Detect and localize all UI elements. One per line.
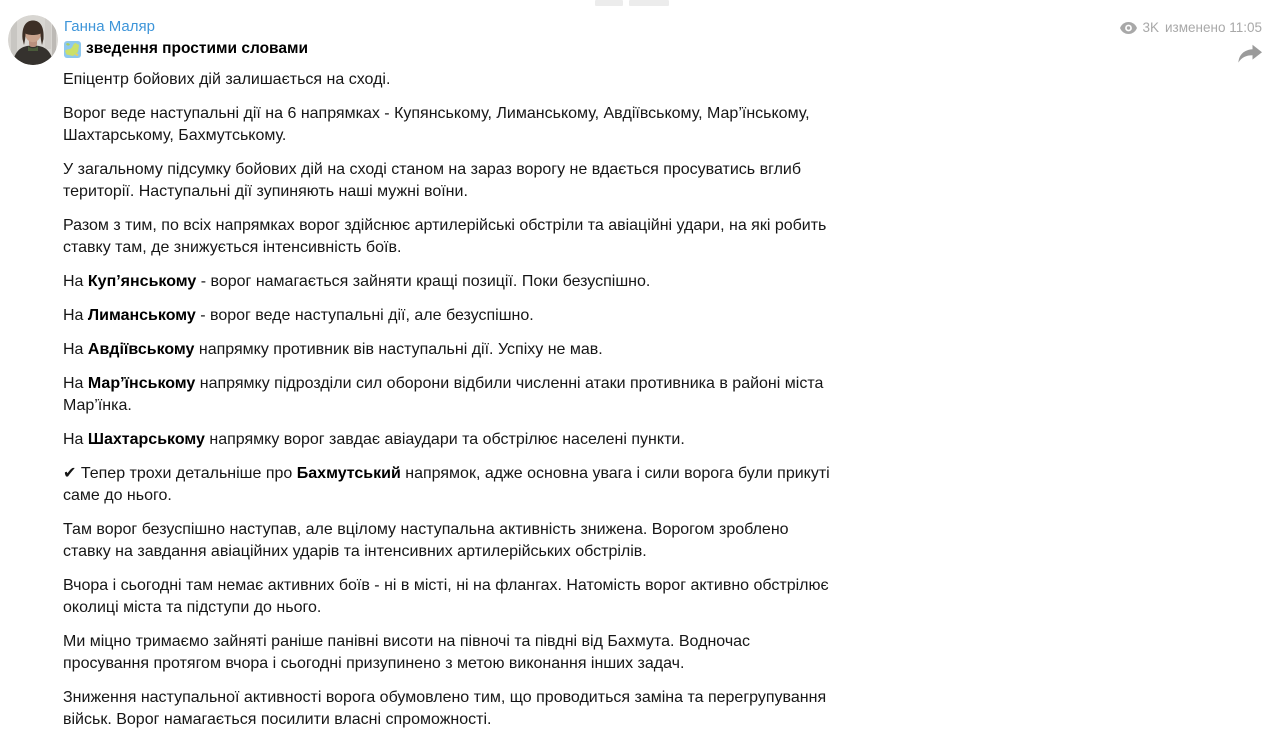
paragraph: Разом з тим, по всіх напрямках ворог здійснює артилерійські обстріли та авіаційні удари, на які робить ставку там, де знижується інтенсивність боїв. bbox=[63, 217, 827, 256]
paragraph: На Шахтарському напрямку ворог завдає авіаудари та обстрілює населені пункти. bbox=[63, 431, 685, 448]
paragraph: У загальному підсумку бойових дій на сході станом на зараз ворогу не вдається просуватись вглиб території. Наступальні дії зупиняють наші мужні воїни. bbox=[63, 161, 801, 200]
eye-icon bbox=[1120, 22, 1137, 34]
share-button[interactable] bbox=[1237, 44, 1263, 64]
views-count: 3K bbox=[1142, 20, 1160, 35]
paragraph: На Мар’їнському напрямку підрозділи сил оборони відбили численні атаки противника в районі міста Мар’їнка. bbox=[63, 375, 824, 414]
share-arrow-icon bbox=[1237, 44, 1263, 64]
paragraph: Там ворог безуспішно наступав, але вцілому наступальна активність знижена. Ворогом зроблено ставку на завдання авіаційних ударів та інтенсивних артилерійських обстрілів. bbox=[63, 521, 789, 560]
post-title-text: зведення простими словами bbox=[86, 40, 308, 57]
avatar-photo bbox=[8, 15, 58, 65]
post-paragraphs bbox=[63, 69, 835, 743]
paragraph: Епіцентр бойових дій залишається на сході. bbox=[63, 71, 391, 88]
paragraph: На Лиманському - ворог веде наступальні дії, але безуспішно. bbox=[63, 307, 534, 324]
edited-label: изменено 11:05 bbox=[1165, 20, 1262, 35]
paragraph: Вчора і сьогодні там немає активних боїв - ні в місті, ні на флангах. Натомість ворог активно обстрілює околиці міста та підступи до нього. bbox=[63, 577, 829, 616]
post-meta bbox=[1120, 20, 1263, 35]
paragraph: На Куп’янському - ворог намагається зайняти кращі позиції. Поки безуспішно. bbox=[63, 273, 651, 290]
paragraph: Ворог веде наступальні дії на 6 напрямках - Купянському, Лиманському, Авдіївському, Мар’їнському, Шахтарському, Бахмутському. bbox=[63, 105, 810, 144]
post-header bbox=[64, 17, 308, 59]
avatar[interactable] bbox=[8, 15, 58, 65]
cutoff-text-remnant bbox=[595, 0, 715, 6]
author-name[interactable]: Ганна Маляр bbox=[64, 18, 155, 35]
world-map-emoji bbox=[64, 41, 81, 58]
paragraph: На Авдіївському напрямку противник вів наступальні дії. Успіху не мав. bbox=[63, 341, 603, 358]
paragraph: ✔ Тепер трохи детальніше про Бахмутський напрямок, адже основна увага і сили ворога були прикуті саме до нього. bbox=[63, 465, 830, 504]
paragraph: Ми міцно тримаємо зайняті раніше панівні висоти на півночі та півдні від Бахмута. Водночас просування протягом вчора і сьогодні призупинено з метою виконання інших задач. bbox=[63, 633, 751, 672]
paragraph: Зниження наступальної активності ворога обумовлено тим, що проводиться заміна та перегрупування військ. Ворог намагається посилити власні спроможності. bbox=[63, 689, 827, 728]
post-title bbox=[64, 39, 308, 59]
